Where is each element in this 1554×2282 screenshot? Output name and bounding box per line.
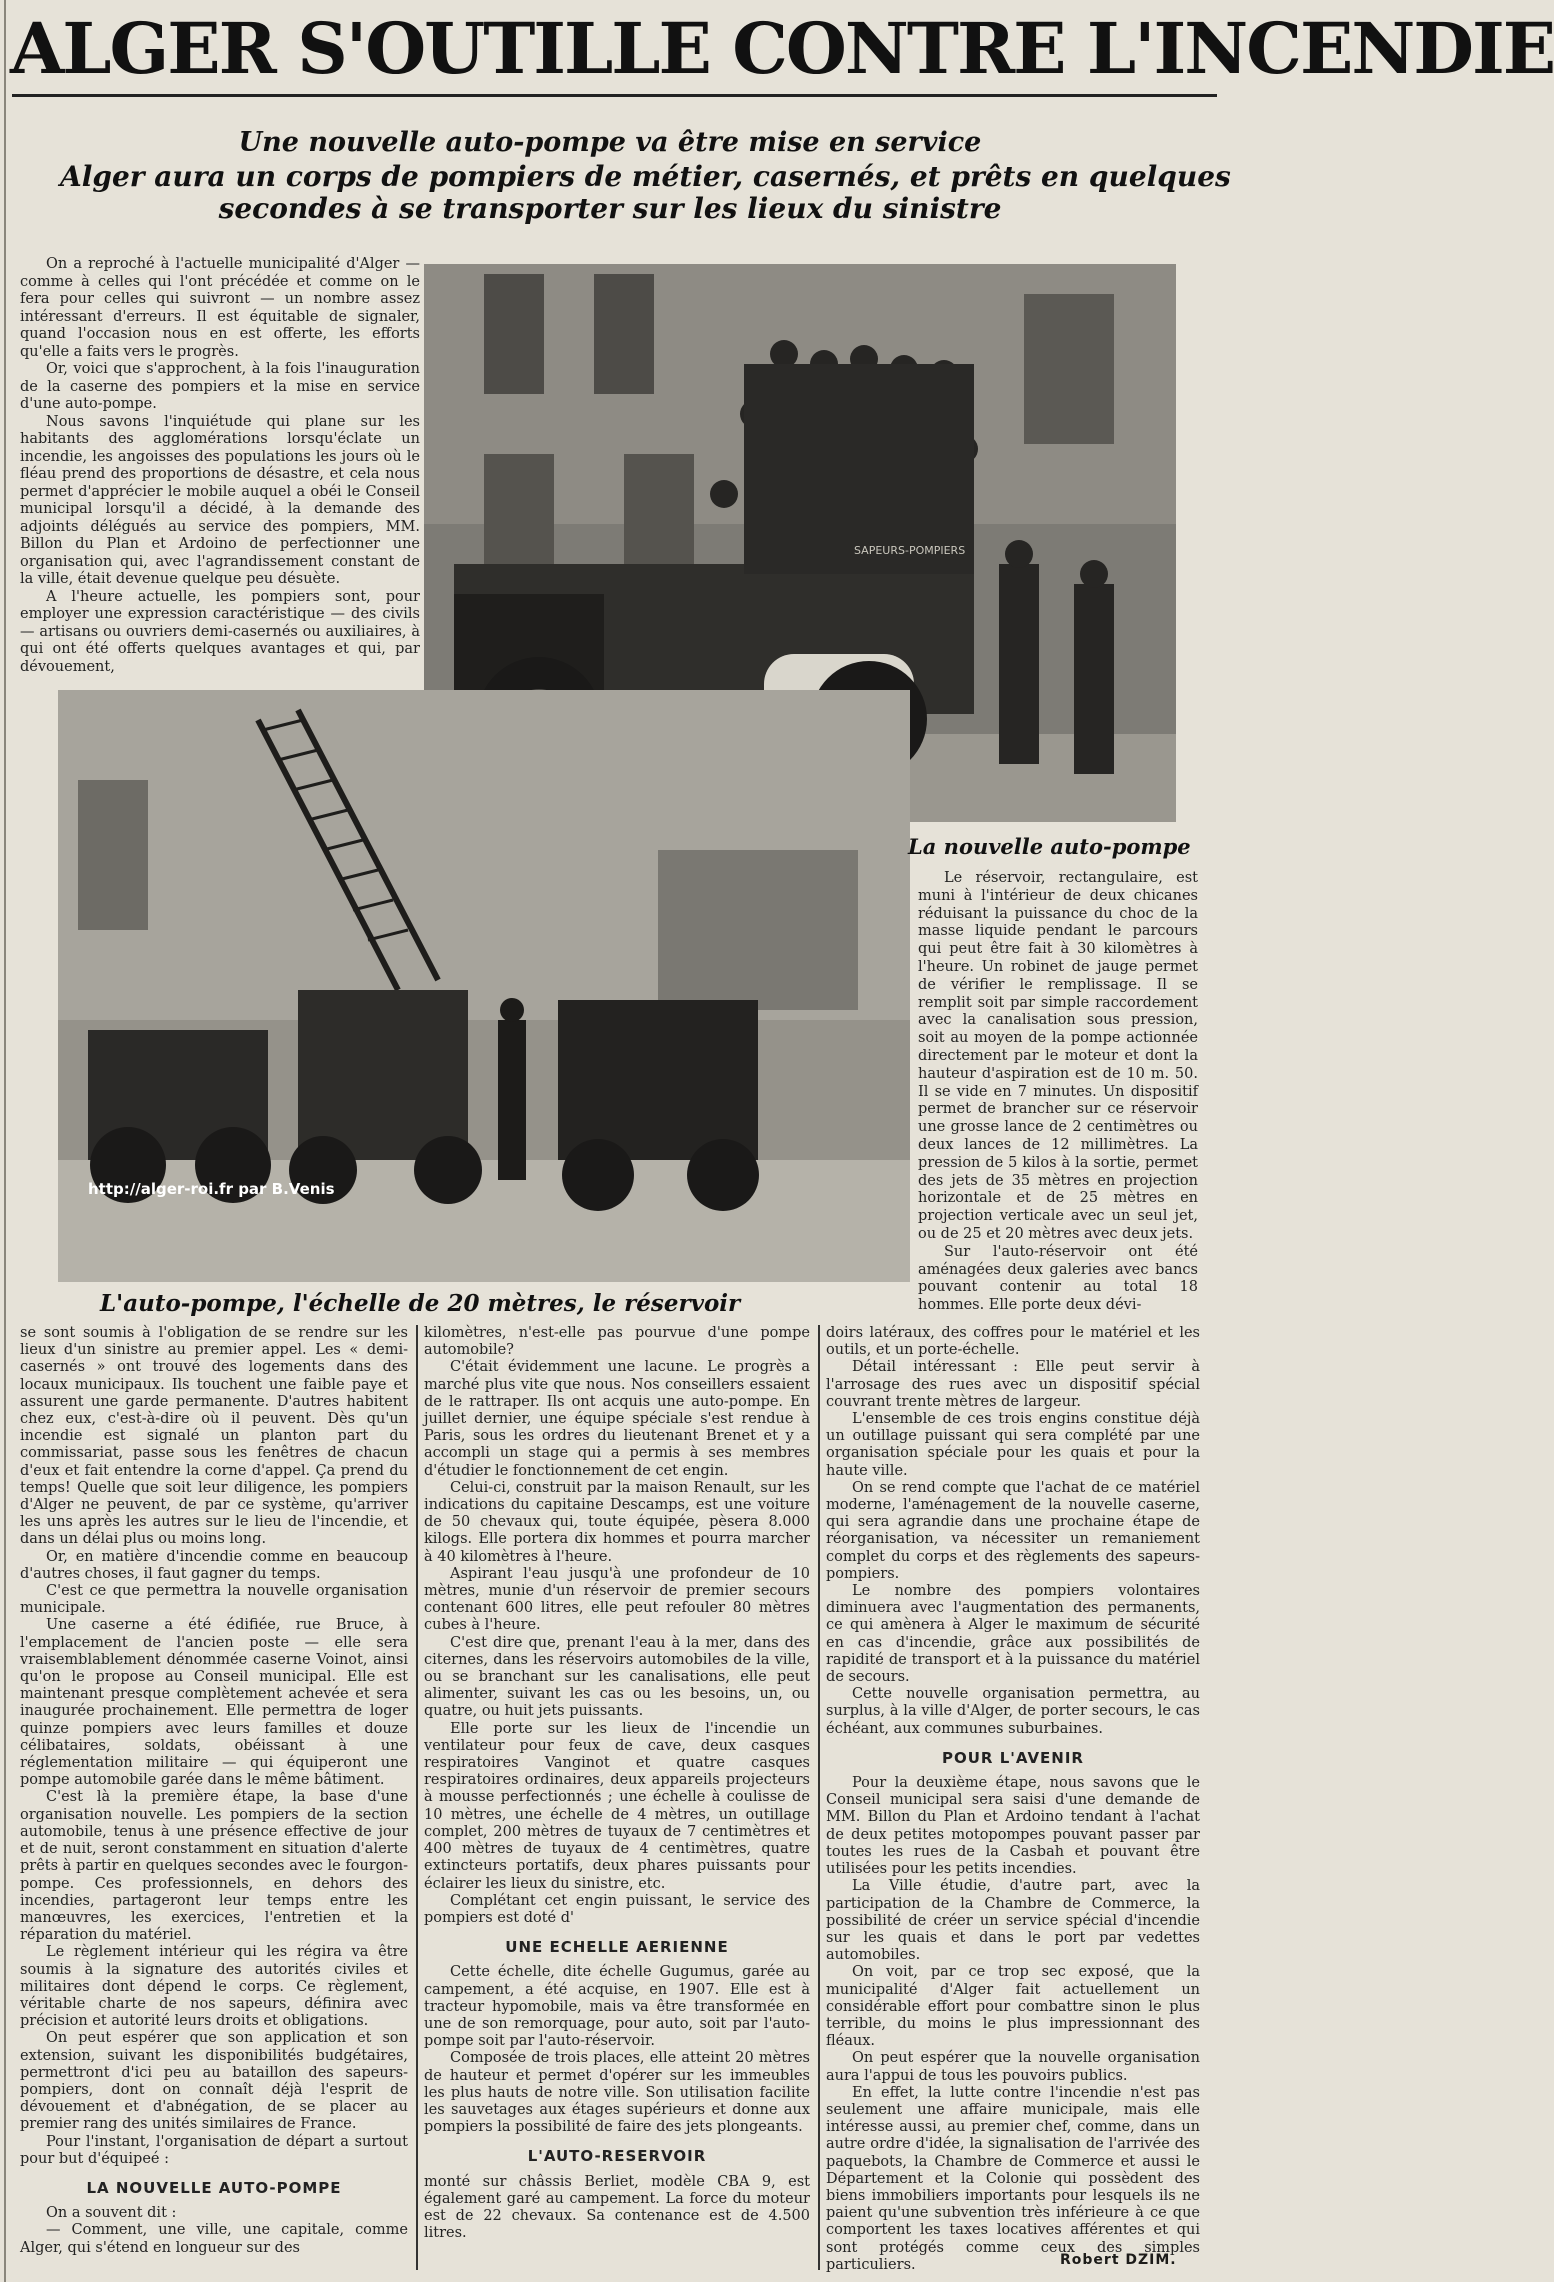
intro-paragraph: A l'heure actuelle, les pompiers sont, pour employer une expression caractéristique — des civils — artisans ou ouvriers demi-casernés ou auxiliaires, à qui ont été offerts quelques avantages et qui, par dévouement, [20,588,420,675]
paragraph: Aspirant l'eau jusqu'à une profondeur de 10 mètres, munie d'un réservoir de premier secours contenant 600 litres, elle peut refouler 80 mètres cubes à l'heure. [424,1565,810,1634]
column-rule [818,1325,820,2270]
paragraph: Elle porte sur les lieux de l'incendie un ventilateur pour feux de cave, deux casques respiratoires Vanginot et quatre casques respiratoires ordinaires, deux appareils projecteurs à mousse perfectionnés ; une échelle à coulisse de 10 mètres, une échelle de 4 mètres, un outillage complet, 200 mètres de tuyaux de 7 centimètres et 400 mètres de tuyaux de 4 centimètres, quatre extincteurs portatifs, deux phares puissants pour éclairer les lieux du sinistre, etc. [424,1720,810,1892]
subheadline-3: secondes à se transporter sur les lieux du sinistre [218,192,1002,225]
paragraph: Celui-ci, construit par la maison Renault, sur les indications du capitaine Descamps, est une voiture de 50 chevaux qui, toute équipée, pèsera 8.000 kilogs. Elle portera dix hommes et pourra marcher à 40 kilomètres à l'heure. [424,1479,810,1565]
column-1 [20,1325,408,2275]
paragraph: C'était évidemment une lacune. Le progrès a marché plus vite que nous. Nos conseillers essaient de le rattraper. Ils ont acquis une auto-pompe. En juillet dernier, une équipe spéciale s'est rendue à Paris, sous les ordres du lieutenant Brenet et y a accompli un stage qui a permis à ses membres d'étudier le fonctionnement de cet engin. [424,1359,810,1479]
photo-watermark: http://alger-roi.fr par B.Venis [88,1180,335,1198]
right-column-top [918,870,1198,1314]
paragraph: Sur l'auto-réservoir ont été aménagées deux galeries avec bancs pouvant contenir au total 18 hommes. Elle porte deux dévi- [918,1243,1198,1314]
paragraph: kilomètres, n'est-elle pas pourvue d'une pompe automobile? [424,1325,810,1359]
paragraph: Pour l'instant, l'organisation de départ a surtout pour but d'équipeé : [20,2133,408,2167]
intro-column [20,256,420,676]
paragraph: Cette échelle, dite échelle Gugumus, garée au campement, a été acquise, en 1907. Elle est à tracteur hypomobile, mais va être transformée en une de son remorquage, pour auto, soit par l'auto-pompe soit par l'auto-réservoir. [424,1964,810,2050]
paragraph: Le réservoir, rectangulaire, est muni à l'intérieur de deux chicanes réduisant la puissance du choc de la masse liquide pendant le parcours qui peut être fait à 30 kilomètres à l'heure. Un robinet de jauge permet de vérifier le remplissage. Il se remplit soit par simple raccordement avec la canalisation sous pression, soit au moyen de la pompe actionnée directement par le moteur et dont la hauteur d'aspiration est de 10 m. 50. Il se vide en 7 minutes. Un dispositif permet de brancher sur ce réservoir une grosse lance de 2 centimètres ou deux lances de 12 millimètres. La pression de 5 kilos à la sortie, permet des jets de 35 mètres en projection horizontale et de 25 mètres en projection verticale avec un seul jet, ou de 25 et 20 mètres avec deux jets. [918,870,1198,1242]
paragraph: se sont soumis à l'obligation de se rendre sur les lieux d'un sinistre au premier appel. Les « demi-casernés » ont trouvé des logements dans des locaux municipaux. Ils touchent une faible paye et assurent une garde permanente. D'autres habitent chez eux, c'est-à-dire où il peuvent. Dès qu'un incendie est signalé un planton part du commissariat, passe sous les fenêtres de chacun d'eux et fait entendre la corne d'appel. Ça prend du temps! Quelle que soit leur diligence, les pompiers d'Alger ne peuvent, de par ce système, qu'arriver les uns après les autres sur le lieu de l'incendie, et dans un délai plus ou moins long. [20,1325,408,1548]
column-2 [424,1325,810,2275]
section-heading-reservoir: L'AUTO-RESERVOIR [527,2147,707,2166]
caption-auto-pompe: La nouvelle auto-pompe [908,834,1191,859]
paragraph: C'est dire que, prenant l'eau à la mer, dans des citernes, dans les réservoirs automobiles de la ville, ou se branchant sur les canalisations, elle peut alimenter, suivant les cas ou les besoins, un, ou quatre, ou huit jets puissants. [424,1634,810,1720]
paragraph: On peut espérer que son application et son extension, suivant les disponibilités budgétaires, permettront d'ici peu au bataillon des sapeurs-pompiers, dont on connaît déjà l'esprit de dévouement et d'abnégation, de se placer au premier rang des unités similaires de France. [20,2030,408,2133]
paragraph: — Comment, une ville, une capitale, comme Alger, qui s'étend en longueur sur des [20,2222,408,2256]
section-heading-avenir: POUR L'AVENIR [942,1748,1084,1767]
paragraph: La Ville étudie, d'autre part, avec la participation de la Chambre de Commerce, la possibilité de créer un service spécial d'incendie sur les quais et dans le port par vedettes automobiles. [826,1878,1200,1964]
paragraph: Complétant cet engin puissant, le service des pompiers est doté d' [424,1892,810,1926]
section-heading-echelle: UNE ECHELLE AERIENNE [505,1938,729,1957]
paragraph: En effet, la lutte contre l'incendie n'est pas seulement une affaire municipale, mais elle intéresse aussi, au premier chef, comme, dans un autre ordre d'idée, la signalisation de l'arrivée des paquebots, la Chambre de Commerce et aussi le Département et la Colonie qui possèdent des biens immobiliers importants pour lesquels ils ne paient qu'une subvention très inférieure à ce que comportent les taxes locatives afférentes et qui sont protégés comme ceux des simples particuliers. [826,2084,1200,2273]
paragraph: Une caserne a été édifiée, rue Bruce, à l'emplacement de l'ancien poste — elle sera vraisemblablement dénommée caserne Voinot, ainsi qu'on le propose au Conseil municipal. Elle est maintenant presque complètement achevée et sera inaugurée prochainement. Elle permettra de loger quinze pompiers avec leurs familles et douze célibataires, soldats, obéissant à une réglementation militaire — qui équiperont une pompe automobile garée dans le même bâtiment. [20,1617,408,1789]
column-rule [416,1325,418,2270]
paragraph: doirs latéraux, des coffres pour le matériel et les outils, et un porte-échelle. [826,1325,1200,1359]
subheadline-2: Alger aura un corps de pompiers de métier, casernés, et prêts en quelques [60,160,1231,193]
caption-fleet: L'auto-pompe, l'échelle de 20 mètres, le réservoir [100,1290,741,1317]
paragraph: On peut espérer que la nouvelle organisation aura l'appui de tous les pouvoirs publics. [826,2050,1200,2084]
paragraph: On voit, par ce trop sec exposé, que la municipalité d'Alger fait actuellement un considérable effort pour combattre sinon le plus terrible, du moins le plus impressionnant des fléaux. [826,1964,1200,2050]
paragraph: Composée de trois places, elle atteint 20 mètres de hauteur et permet d'opérer sur les immeubles les plus hauts de notre ville. Son utilisation facilite les sauvetages aux étages supérieurs et donne aux pompiers la possibilité de faire des jets plongeants. [424,2050,810,2136]
headline-rule [12,94,1217,97]
paragraph: Or, en matière d'incendie comme en beaucoup d'autres choses, il faut gagner du temps. [20,1548,408,1582]
author-signature: Robert DZIM. [1060,2252,1177,2268]
intro-paragraph: Nous savons l'inquiétude qui plane sur les habitants des agglomérations lorsqu'éclate un incendie, les angoisses des populations les jours où le fléau prend des proportions de désastre, et cela nous permet d'apprécier le mobile auquel a obéi le Conseil municipal lorsqu'il a décidé, à la demande des adjoints délégués au service des pompiers, MM. Billon du Plan et Ardoino de perfectionner une organisation qui, avec l'agrandissement constant de la ville, était devenue quelque peu désuète. [20,413,420,587]
intro-paragraph: Or, voici que s'approchent, à la fois l'inauguration de la caserne des pompiers et la mise en service d'une auto-pompe. [20,361,420,412]
photo-fleet [58,690,910,1282]
paragraph: Détail intéressant : Elle peut servir à l'arrosage des rues avec un dispositif spécial couvrant trente mètres de largeur. [826,1359,1200,1410]
subheadline-1: Une nouvelle auto-pompe va être mise en service [238,127,982,158]
paragraph: monté sur châssis Berliet, modèle CBA 9, est également garé au campement. La force du moteur est de 22 chevaux. Sa contenance est de 4.500 litres. [424,2173,810,2242]
headline: ALGER S'OUTILLE CONTRE L'INCENDIE [10,7,1554,90]
svg-text:SAPEURS-POMPIERS: SAPEURS-POMPIERS [854,544,966,557]
paragraph: On se rend compte que l'achat de ce matériel moderne, l'aménagement de la nouvelle caserne, qui sera agrandie dans une prochaine étape de réorganisation, va nécessiter un remaniement complet du corps et des règlements des sapeurs-pompiers. [826,1479,1200,1582]
section-heading-auto-pompe: LA NOUVELLE AUTO-POMPE [86,2178,342,2197]
paragraph: Cette nouvelle organisation permettra, au surplus, à la ville d'Alger, de porter secours, le cas échéant, aux communes suburbaines. [826,1686,1200,1737]
paragraph: On a souvent dit : [46,2205,177,2222]
paragraph: L'ensemble de ces trois engins constitue déjà un outillage puissant qui sera complété par une organisation spéciale pour les quais et pour la haute ville. [826,1411,1200,1479]
intro-paragraph: On a reproché à l'actuelle municipalité d'Alger — comme à celles qui l'ont précédée et comme on le fera pour celles qui suivront — un nombre assez intéressant d'erreurs. Il est équitable de signaler, quand l'occasion nous en est offerte, les efforts qu'elle a faits vers le progrès. [20,256,420,360]
paragraph: Le règlement intérieur qui les régira va être soumis à la signature des autorités civiles et militaires dont dépend le corps. Ce règlement, véritable charte de nos sapeurs, définira avec précision et autorité leurs droits et obligations. [20,1944,408,2030]
paragraph: C'est ce que permettra la nouvelle organisation municipale. [20,1583,408,1617]
paragraph: C'est là la première étape, la base d'une organisation nouvelle. Les pompiers de la section automobile, tenus à une présence effective de jour et de nuit, seront constamment en situation d'alerte prêts à partir en quelques secondes avec le fourgon-pompe. Ces professionnels, en dehors des incendies, partageront leur temps entre les manœuvres, les exercices, l'entretien et la réparation du matériel. [20,1789,408,1944]
paragraph: Le nombre des pompiers volontaires diminuera avec l'augmentation des permanents, ce qui amènera à Alger le maximum de sécurité en cas d'incendie, grâce aux possibilités de rapidité de transport et à la puissance du matériel de secours. [826,1583,1200,1686]
left-margin-rule [4,0,6,2282]
paragraph: Pour la deuxième étape, nous savons que le Conseil municipal sera saisi d'une demande de MM. Billon du Plan et Ardoino tendant à l'achat de deux petites motopompes pouvant passer par toutes les rues de la Casbah et pouvant être utilisées pour les petits incendies. [826,1775,1200,1878]
